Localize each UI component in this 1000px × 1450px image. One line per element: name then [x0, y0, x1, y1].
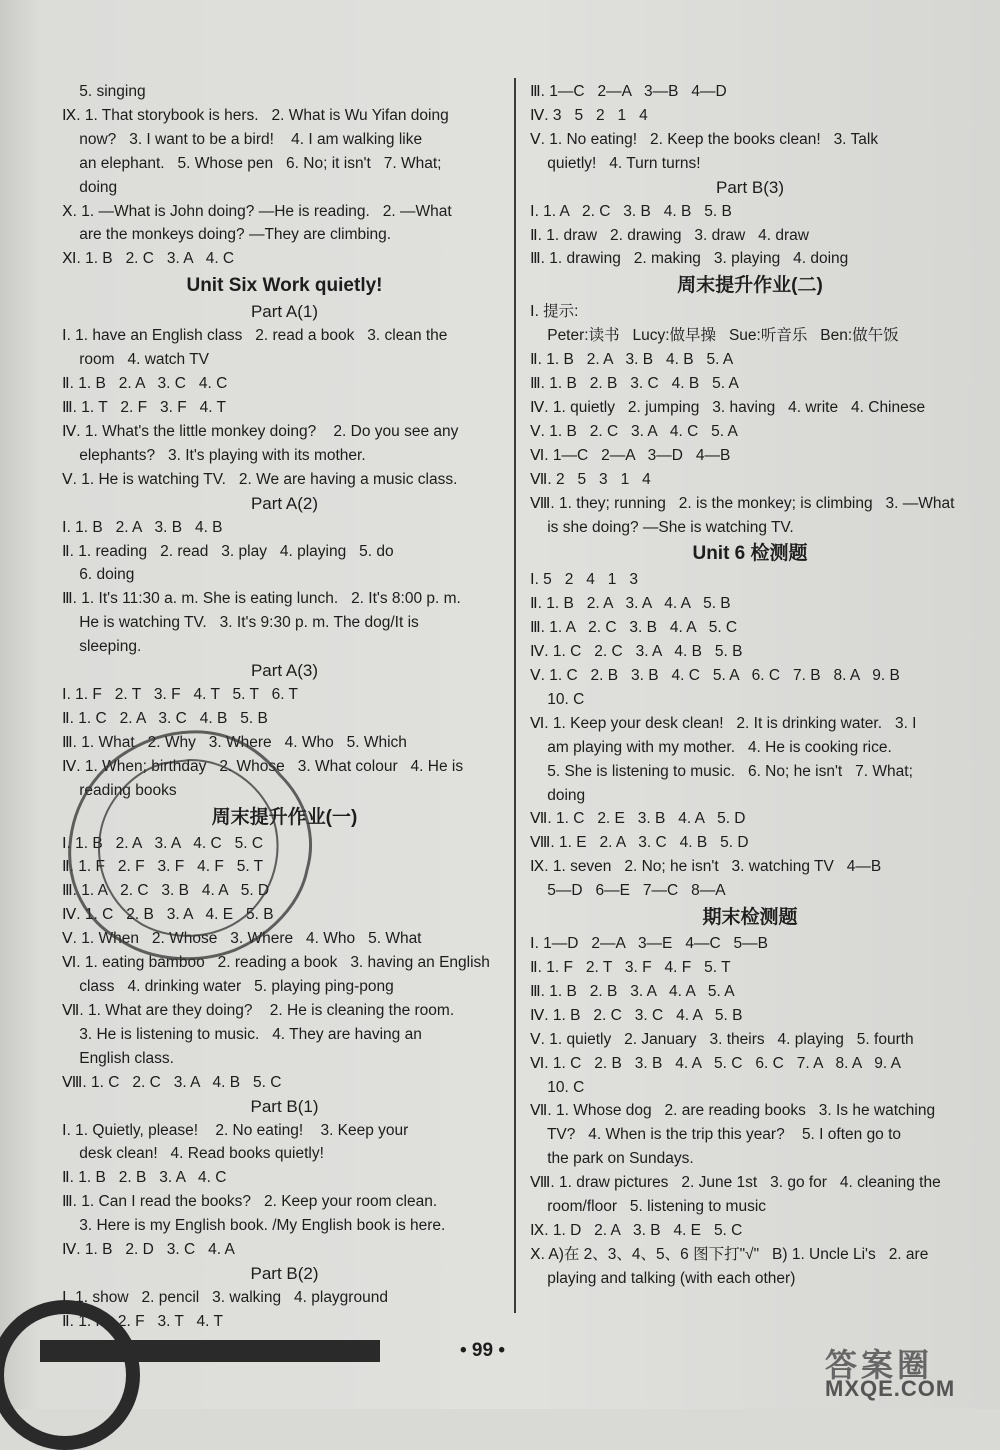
answer-line: Ⅴ. 1. When 2. Whose 3. Where 4. Who 5. What — [62, 930, 422, 948]
answer-line: Ⅹ. A)在 2、3、4、5、6 图下打"√" B) 1. Uncle Li's 2. are — [530, 1245, 929, 1263]
answer-line: am playing with my mother. 4. He is cooking rice. — [530, 738, 892, 756]
answer-line: Ⅶ. 1. What are they doing? 2. He is cleaning the room. — [62, 1001, 455, 1019]
part-heading: Part A(3) — [250, 661, 319, 681]
answer-line: 10. C — [530, 1078, 585, 1096]
answer-line: now? 3. I want to be a bird! 4. I am walking like — [62, 130, 423, 148]
part-heading: Part B(1) — [250, 1096, 319, 1116]
answer-line: 5. singing — [62, 83, 146, 100]
answer-line: 3. Here is my English book. /My English book is here. — [62, 1217, 446, 1235]
watermark-site: MXQE.COM — [825, 1376, 956, 1401]
answer-line: Ⅸ. 1. That storybook is hers. 2. What is Wu Yifan doing — [62, 106, 449, 124]
answer-line: room 4. watch TV — [62, 351, 210, 369]
answer-line: 10. C — [530, 690, 585, 708]
answer-line: Ⅳ. 1. B 2. C 3. C 4. A 5. B — [530, 1006, 743, 1024]
right-column — [530, 80, 970, 1291]
answer-line: an elephant. 5. Whose pen 6. No; it isn't 7. What; — [62, 154, 442, 172]
answer-line: Ⅴ. 1. quietly 2. January 3. theirs 4. playing 5. fourth — [530, 1030, 914, 1048]
answer-line: Ⅱ. 1. F 2. F 3. F 4. F 5. T — [62, 858, 264, 876]
section-heading: Unit 6 检测题 — [692, 543, 808, 565]
answer-line: Ⅱ. 1. F 2. T 3. F 4. F 5. T — [530, 959, 731, 976]
answer-line: Ⅱ. 1. B 2. A 3. B 4. B 5. A — [530, 351, 734, 369]
answer-line: Ⅹ. 1. —What is John doing? —He is reading. 2. —What — [62, 202, 452, 220]
answer-line: TV? 4. When is the trip this year? 5. I often go to — [530, 1126, 902, 1144]
answer-line: Ⅲ. 1. drawing 2. making 3. playing 4. doing — [530, 250, 849, 268]
answer-line: Ⅴ. 1. B 2. C 3. A 4. C 5. A — [530, 422, 738, 440]
answer-line: Ⅰ. 1—D 2—A 3—E 4—C 5—B — [530, 935, 769, 953]
answer-line: Ⅳ. 1. quietly 2. jumping 3. having 4. write 4. Chinese — [530, 398, 926, 416]
answer-line: Ⅱ. 1. draw 2. drawing 3. draw 4. draw — [530, 226, 809, 244]
decorative-arc — [0, 1300, 140, 1450]
answer-line: Ⅴ. 1. No eating! 2. Keep the books clean! 3. Talk — [530, 130, 879, 148]
answer-line: Ⅲ. 1. It's 11:30 a. m. She is eating lunch. 2. It's 8:00 p. m. — [62, 590, 461, 608]
answer-line: Ⅵ. 1. C 2. B 3. B 4. A 5. C 6. C 7. A 8. A 9. A — [530, 1054, 901, 1072]
part-heading: Part B(3) — [715, 177, 785, 197]
answer-line: Ⅰ. 5 2 4 1 3 — [530, 571, 638, 589]
answer-line: 3. He is listening to music. 4. They are having an — [62, 1025, 422, 1043]
answer-line: English class. — [62, 1049, 174, 1067]
answer-line: Ⅰ. 1. F 2. T 3. F 4. T 5. T 6. T — [62, 686, 299, 704]
answer-line: doing — [62, 178, 118, 196]
answer-line: Ⅰ. 1. A 2. C 3. B 4. B 5. B — [530, 202, 732, 220]
answer-line: Ⅲ. 1. What 2. Why 3. Where 4. Who 5. Which — [62, 733, 407, 751]
answer-line: the park on Sundays. — [530, 1150, 694, 1168]
answer-line: sleeping. — [62, 638, 142, 656]
watermark — [815, 1340, 995, 1405]
section-heading: 周末提升作业(二) — [677, 275, 823, 297]
answer-line: doing — [530, 786, 586, 804]
decorative-bar — [40, 1340, 380, 1362]
answer-line: Ⅵ. 1. eating bamboo 2. reading a book 3. having an English — [62, 954, 490, 972]
answer-line: Ⅳ. 1. C 2. B 3. A 4. E 5. B — [62, 906, 274, 924]
answer-line: Ⅰ. 1. Quietly, please! 2. No eating! 3. Keep your — [62, 1121, 409, 1139]
answer-line: Ⅴ. 1. C 2. B 3. B 4. C 5. A 6. C 7. B 8. A 9. B — [530, 667, 900, 685]
answer-line: Ⅶ. 1. Whose dog 2. are reading books 3. Is he watching — [530, 1102, 936, 1120]
answer-line: Ⅴ. 1. He is watching TV. 2. We are having a music class. — [62, 470, 458, 488]
answer-line: Ⅶ. 2 5 3 1 4 — [530, 470, 651, 488]
answer-line: reading books — [62, 781, 177, 799]
answer-line: Ⅷ. 1. E 2. A 3. C 4. B 5. D — [530, 834, 749, 852]
answer-line: Ⅱ. 1. C 2. A 3. C 4. B 5. B — [62, 709, 268, 727]
answer-line: Ⅲ. 1. T 2. F 3. F 4. T — [62, 398, 227, 416]
part-heading: Part A(2) — [250, 493, 319, 513]
answer-line: Ⅸ. 1. D 2. A 3. B 4. E 5. C — [530, 1221, 743, 1239]
answer-line: Ⅷ. 1. they; running 2. is the monkey; is climbing 3. —What — [530, 494, 955, 512]
answer-line: are the monkeys doing? —They are climbing. — [62, 226, 392, 244]
answer-line: Ⅺ. 1. B 2. C 3. A 4. C — [62, 250, 235, 268]
answer-line: Ⅲ. 1. A 2. C 3. B 4. A 5. C — [530, 619, 738, 637]
section-heading: Unit Six Work quietly! — [186, 275, 383, 297]
answer-line: desk clean! 4. Read books quietly! — [62, 1145, 324, 1163]
answer-line: room/floor 5. listening to music — [530, 1198, 767, 1216]
section-heading: 周末提升作业(一) — [211, 806, 358, 828]
answer-line: Ⅶ. 1. C 2. E 3. B 4. A 5. D — [530, 810, 746, 828]
answer-line: Ⅰ. 提示: — [530, 303, 579, 321]
answer-line: Ⅰ. 1. B 2. A 3. B 4. B — [62, 518, 223, 536]
answer-line: Ⅳ. 1. C 2. C 3. A 4. B 5. B — [530, 643, 743, 661]
answer-line: He is watching TV. 3. It's 9:30 p. m. The dog/It is — [62, 614, 419, 632]
answer-line: Ⅷ. 1. C 2. C 3. A 4. B 5. C — [62, 1073, 282, 1091]
answer-line: Ⅰ. 1. have an English class 2. read a book 3. clean the — [62, 327, 448, 345]
watermark-logo: 答案圈 — [825, 1347, 934, 1383]
section-heading: 期末检测题 — [702, 907, 798, 929]
answer-line: Ⅰ. 1. show 2. pencil 3. walking 4. playground — [62, 1288, 388, 1306]
answer-line: 6. doing — [62, 566, 135, 584]
left-column — [62, 80, 507, 1334]
answer-line: Peter:读书 Lucy:做早操 Sue:听音乐 Ben:做午饭 — [530, 327, 899, 345]
answer-line: Ⅱ. 1. B 2. B 3. A 4. C — [62, 1169, 227, 1187]
answer-line: is she doing? —She is watching TV. — [530, 518, 794, 536]
answer-line: Ⅳ. 3 5 2 1 4 — [530, 106, 648, 124]
part-heading: Part A(1) — [250, 302, 319, 322]
answer-line: Ⅸ. 1. seven 2. No; he isn't 3. watching TV 4—B — [530, 858, 882, 876]
answer-line: Ⅲ. 1. B 2. B 3. A 4. A 5. A — [530, 982, 735, 1000]
column-divider — [514, 78, 516, 1313]
answer-line: Ⅳ. 1. B 2. D 3. C 4. A — [62, 1241, 235, 1259]
answer-line: Ⅳ. 1. What's the little monkey doing? 2. Do you see any — [62, 422, 459, 440]
answer-line: quietly! 4. Turn turns! — [530, 154, 701, 172]
answer-line: elephants? 3. It's playing with its mother. — [62, 446, 366, 464]
answer-line: Ⅲ. 1. Can I read the books? 2. Keep your room clean. — [62, 1193, 438, 1211]
answer-line: Ⅲ. 1. A 2. C 3. B 4. A 5. D — [62, 882, 270, 900]
answer-line: Ⅲ. 1—C 2—A 3—B 4—D — [530, 83, 727, 100]
answer-line: Ⅱ. 1. B 2. A 3. A 4. A 5. B — [530, 595, 731, 613]
answer-line: Ⅲ. 1. B 2. B 3. C 4. B 5. A — [530, 375, 739, 393]
answer-line: Ⅱ. 1. reading 2. read 3. play 4. playing 5. do — [62, 542, 394, 560]
answer-line: Ⅱ. 1. B 2. A 3. C 4. C — [62, 375, 228, 393]
part-heading: Part B(2) — [250, 1263, 319, 1283]
answer-line: playing and talking (with each other) — [530, 1269, 796, 1287]
page-number: • 99 • — [460, 1340, 505, 1361]
answer-line: Ⅰ. 1. B 2. A 3. A 4. C 5. C — [62, 834, 264, 852]
answer-line: Ⅳ. 1. When; birthday 2. Whose 3. What colour 4. He is — [62, 757, 464, 775]
answer-line: 5—D 6—E 7—C 8—A — [530, 882, 726, 900]
answer-line: Ⅵ. 1—C 2—A 3—D 4—B — [530, 446, 731, 464]
stamp-seal — [55, 720, 325, 970]
answer-line: class 4. drinking water 5. playing ping-pong — [62, 978, 394, 995]
answer-line: Ⅵ. 1. Keep your desk clean! 2. It is drinking water. 3. I — [530, 714, 917, 732]
answer-line: 5. She is listening to music. 6. No; he isn't 7. What; — [530, 762, 913, 780]
answer-line: Ⅷ. 1. draw pictures 2. June 1st 3. go for 4. cleaning the — [530, 1174, 941, 1192]
answer-line: Ⅱ. 1. F 2. F 3. T 4. T — [62, 1312, 223, 1330]
